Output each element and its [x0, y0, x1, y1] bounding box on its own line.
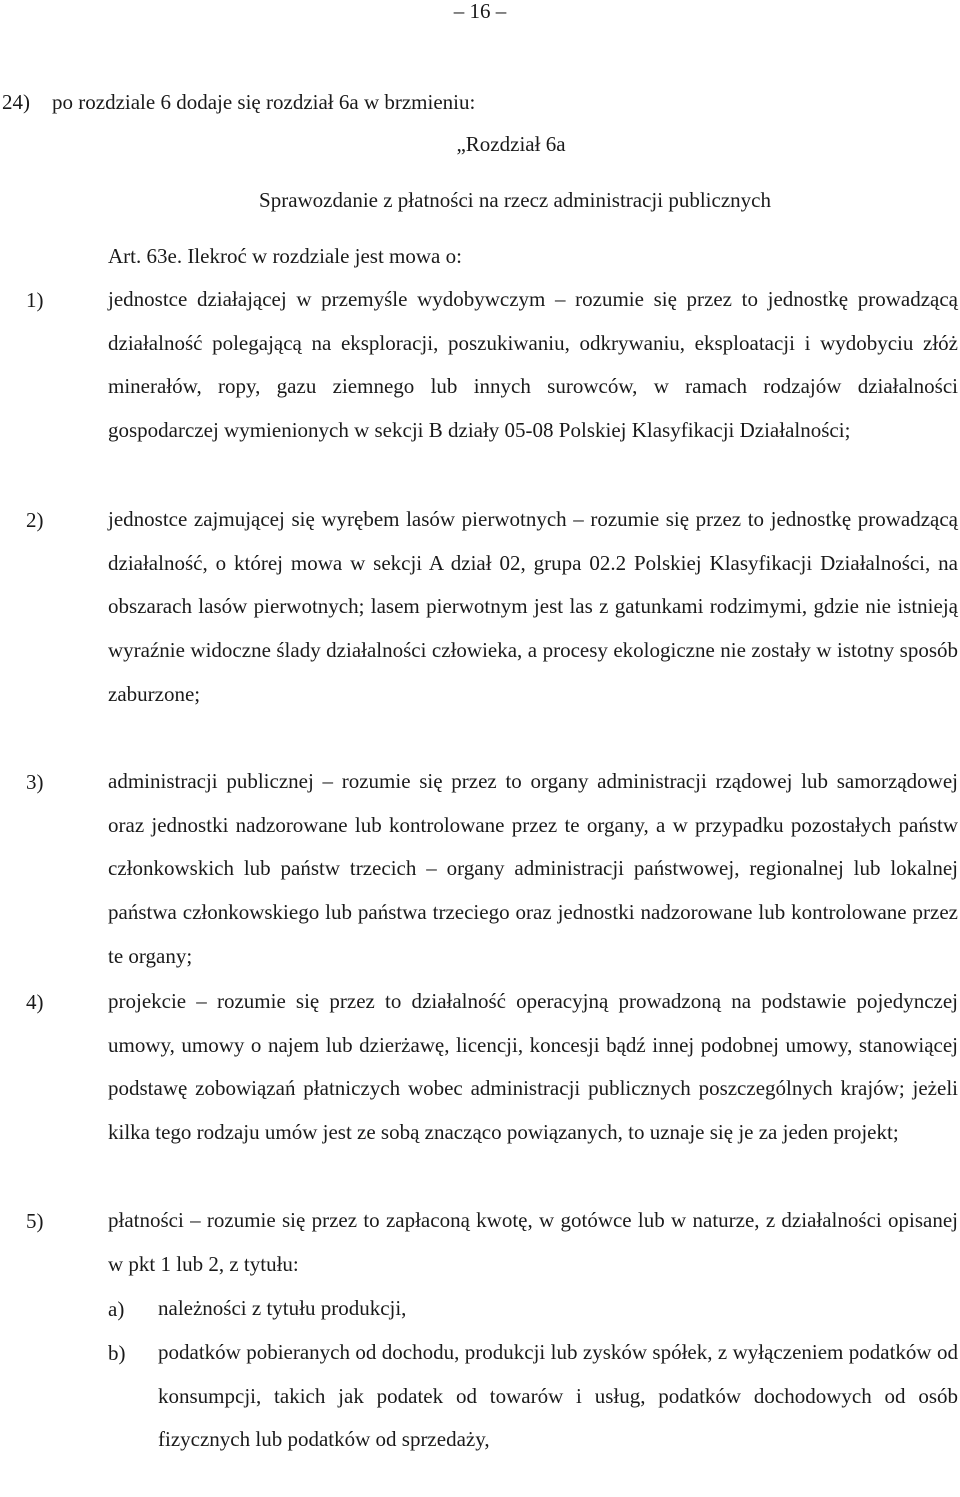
subitem-text: należności z tytułu produkcji,: [158, 1296, 407, 1321]
subitem-letter: b): [108, 1341, 126, 1365]
page-number: – 16 –: [453, 0, 507, 23]
chapter-label: „Rozdział 6a: [456, 132, 566, 156]
definition-number: 3): [26, 770, 44, 794]
amendment-point-number: 24): [2, 90, 30, 114]
definition-text: administracji publicznej – rozumie się przez to organy administracji rządowej lub samorządowej oraz jednostki nadzorowane lub kontrolowane przez te organy, a w przypadku pozostałych państw członkowskich lub państw trzecich – organy administracji państwowej, regionalnej lub lokalnej państwa członkowskiego lub państwa trzeciego oraz jednostki nadzorowane lub kontrolowane przez te organy;: [108, 769, 958, 968]
definition-text: jednostce działającej w przemyśle wydobywczym – rozumie się przez to jednostkę prowadzącą działalność polegającą na eksploracji, poszukiwaniu, odkrywaniu, eksploatacji i wydobyciu złóż minerałów, ropy, gazu ziemnego lub innych surowców, w ramach rodzajów działalności gospodarczej wymienionych w sekcji B działy 05-08 Polskiej Klasyfikacji Działalności;: [108, 287, 958, 442]
amendment-point: [2, 88, 475, 116]
definition-text: projekcie – rozumie się przez to działalność operacyjną prowadzoną na podstawie pojedynczej umowy, umowy o najem lub dzierżawę, licencji, koncesji bądź innej podobnej umowy, stanowiącej podstawę zobowiązań płatniczych wobec administracji publicznych poszczególnych krajów; jeżeli kilka tego rodzaju umów jest ze sobą znacząco powiązanych, to uznaje się je za jeden projekt;: [108, 989, 958, 1144]
definition-text: jednostce zajmującej się wyrębem lasów pierwotnych – rozumie się przez to jednostkę prowadzącą działalność, o której mowa w sekcji A dział 02, grupa 02.2 Polskiej Klasyfikacji Działalności, na obszarach lasów pierwotnych; lasem pierwotnym jest las z gatunkami rodzimymi, gdzie nie istnieją wyraźnie widoczne ślady działalności człowieka, a procesy ekologiczne nie zostały w istotny sposób zaburzone;: [108, 507, 958, 706]
definition-number: 1): [26, 288, 44, 312]
definition-number: 2): [26, 508, 44, 532]
definition-number: 4): [26, 990, 44, 1014]
article-intro: Art. 63e. Ilekroć w rozdziale jest mowa o:: [108, 244, 462, 268]
amendment-point-text: po rozdziale 6 dodaje się rozdział 6a w brzmieniu:: [52, 90, 476, 114]
definition-text: płatności – rozumie się przez to zapłaconą kwotę, w gotówce lub w naturze, z działalności opisanej w pkt 1 lub 2, z tytułu:: [108, 1208, 958, 1276]
subitem-text: podatków pobieranych od dochodu, produkcji lub zysków spółek, z wyłączeniem podatków od konsumpcji, takich jak podatek od towarów i usług, podatków dochodowych od osób fizycznych lub podatków od sprzedaży,: [158, 1340, 958, 1452]
subitem-letter: a): [108, 1297, 125, 1321]
definition-number: 5): [26, 1209, 44, 1233]
chapter-title: Sprawozdanie z płatności na rzecz administracji publicznych: [259, 188, 771, 212]
